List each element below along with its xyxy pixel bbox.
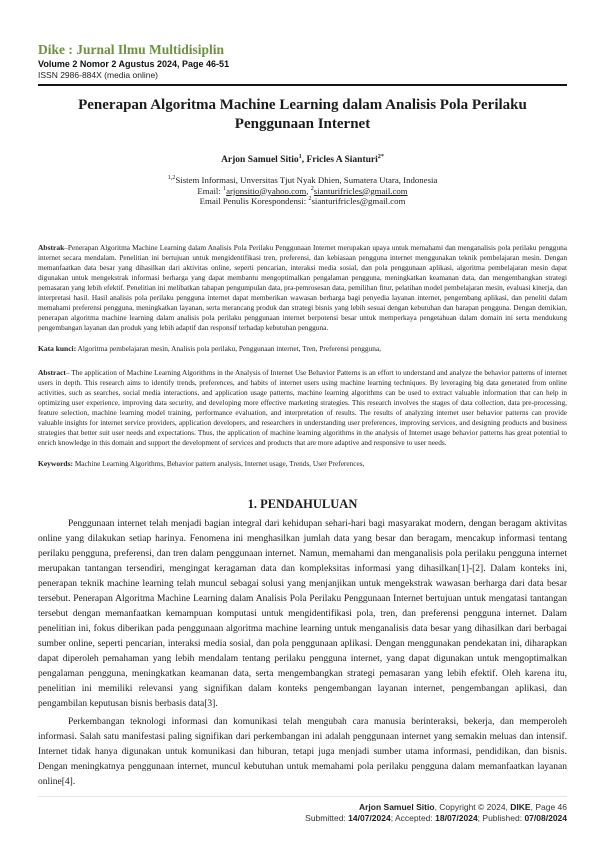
published-date: 07/08/2024: [524, 813, 567, 823]
abstrak-label: Abstrak: [38, 242, 65, 252]
page-footer: [38, 796, 567, 824]
abstrak-text: –Penerapan Algoritma Machine Learning dalam Analisis Pola Perilaku Penggunaan Internet merupakan upaya untuk memahami dan menganalisis pola perilaku pengguna internet secara mendalam. Penelitian ini bertujuan untuk mengidentifikasi tren, preferensi, dan kebiasaan pengguna internet menggunakan teknik pembelajaran mesin. Dengan memanfaatkan data besar yang dihasilkan dari aktivitas online, seperti pencarian, interaksi media sosial, dan pola penggunaan aplikasi, algoritma pembelajaran mesin dapat digunakan untuk mengekstrak informasi berharga yang dapat membantu mengoptimalkan pengalaman pengguna, meningkatkan keamanan data, dan mengembangkan strategi pemasaran yang lebih efektif. Penelitian ini melibatkan tahapan pengumpulan data, pra-pemrosesan data, pemilihan fitur, pelatihan model pembelajaran mesin, evaluasi kinerja, dan interpretasi hasil. Hasil analisis pola perilaku pengguna internet dapat memberikan wawasan berharga bagi penyedia layanan internet, pengembang aplikasi, dan peneliti dalam memahami preferensi pengguna, meningkatkan layanan, serta merancang produk dan strategi bisnis yang lebih sesuai dengan kebutuhan dan harapan pengguna. Dengan demikian, penerapan algoritma machine learning dalam analisis pola perilaku penggunaan internet berpotensi besar untuk memperkaya pengetahuan dalam domain ini serta mendukung pengembangan layanan dan produk yang lebih adaptif dan responsif terhadap kebutuhan pengguna.: [38, 242, 567, 332]
article-title: Penerapan Algoritma Machine Learning dalam Analisis Pola Perilaku Penggunaan Internet: [78, 97, 527, 132]
footer-author: Arjon Samuel Sitio: [358, 802, 435, 812]
affiliation-text: Sistem Informasi, Unversitas Tjut Nyak Dhien, Sumatera Utara, Indonesia: [175, 175, 438, 185]
author-2-sup: 2*: [377, 152, 384, 160]
email-separator: ,: [306, 185, 311, 196]
kata-kunci-label: Kata kunci:: [38, 343, 77, 353]
submitted-label: Submitted:: [305, 813, 349, 823]
email-link-1[interactable]: arjonsitio@yahoo.com: [226, 185, 307, 196]
section-heading-pendahuluan: 1. PENDAHULUAN: [247, 496, 358, 511]
email-label: Email:: [197, 185, 223, 196]
body-paragraph-1: Penggunaan internet telah menjadi bagian integral dari kehidupan sehari-hari bagi masyarakat modern, dengan beragam aktivitas online yang dilakukan setiap harinya. Fenomena ini menghasilkan jumlah data yang besar dan beragam, mencakup informasi tentang perilaku pengguna, preferensi, dan tren dalam penggunaan internet. Namun, memahami dan menganalisis pola perilaku pengguna internet merupakan tantangan tersendiri, mengingat keragaman data dan kompleksitas informasi yang dihasilkan[1]-[2]. Dalam konteks ini, penerapan teknik machine learning telah muncul sebagai solusi yang menjanjikan untuk mengekstrak wawasan berharga dari data besar tersebut. Penerapan Algoritma Machine Learning dalam Analisis Pola Perilaku Penggunaan Internet bertujuan untuk mengatasi tantangan tersebut dengan memanfaatkan kemampuan komputasi untuk mengidentifikasi pola, tren, dan preferensi pengguna internet. Dalam penelitian ini, fokus diberikan pada penggunaan algoritma machine learning untuk menganalisis data besar yang dihasilkan dari berbagai sumber online, seperti pencarian, interaksi media sosial, dan pola penggunaan aplikasi. Dengan menggunakan pendekatan ini, diharapkan dapat diperoleh pemahaman yang lebih mendalam tentang perilaku pengguna internet, yang dapat digunakan untuk mengoptimalkan pengalaman pengguna, meningkatkan keamanan data, serta mengembangkan strategi pemasaran yang lebih efektif. Oleh karena itu, penelitian ini memiliki relevansi yang signifikan dalam konteks pengembangan layanan internet, pengembangan aplikasi, dan pengambilan keputusan bisnis berbasis data[3].: [38, 518, 567, 709]
footer-copyright-text: , Copyright © 2024,: [434, 802, 511, 812]
keywords-text: Machine Learning Algorithms, Behavior pattern analysis, Internet usage, Trends, User Preferences,: [73, 458, 365, 468]
footer-copyright-line: [38, 802, 567, 813]
email-1-sup: 1: [223, 184, 227, 192]
journal-name: Dike : Jurnal Ilmu Multidisiplin: [38, 42, 225, 57]
keywords-line: [38, 459, 567, 469]
accepted-label: ; Accepted:: [390, 813, 436, 823]
kata-kunci-text: Algoritma pembelajaran mesin, Analisis pola perilaku, Penggunaan internet, Tren, Preferensi pengguna,: [76, 343, 381, 353]
affiliation-sup: 1,2: [167, 174, 176, 182]
accepted-date: 18/07/2024: [435, 813, 478, 823]
author-line: [38, 154, 567, 166]
affiliation-line: [38, 175, 567, 186]
email-line: [38, 186, 567, 197]
corresponding-email: sianturifricles@gmail.com: [311, 196, 406, 206]
kata-kunci-line: [38, 344, 567, 354]
footer-divider: [38, 796, 567, 797]
email-link-2[interactable]: sianturifricles@gmail.com: [313, 185, 408, 196]
footer-page-number: , Page 46: [530, 802, 567, 812]
corresponding-email-line: [38, 196, 567, 207]
abstract-text: – The application of Machine Learning Algorithms in the Analysis of Internet Use Behavior Patterns is an effort to understand and analyze the behavior patterns of internet users in depth. This research aims to identify trends, preferences, and habits of internet users using machine learning techniques. By leveraging big data generated from online activities, such as searches, social media interactions, and application usage patterns, machine learning algorithms can be used to extract valuable information that can help in optimizing user experience, improving data security, and developing more effective marketing strategies. This research involves the stages of data collection, data pre-processing, feature selection, machine learning model training, performance evaluation, and interpretation of results. The results of analyzing internet user behavior patterns can provide valuable insights for internet service providers, application developers, and researchers in understanding user preferences, improving services, and designing products and business strategies that better suit user needs and expectations. Thus, the application of machine learning algorithms in the analysis of Internet usage behavior patterns has great potential to enrich knowledge in this domain and support the development of services and products that are more adaptive and responsive to user needs.: [38, 367, 567, 447]
journal-header: [38, 42, 567, 86]
author-separator: ,: [301, 155, 307, 165]
abstract-english: [38, 368, 567, 448]
body-paragraph-2: Perkembangan teknologi informasi dan komunikasi telah mengubah cara manusia berinteraksi, bekerja, dan memperoleh informasi. Salah satu manifestasi paling signifikan dari perkembangan ini adalah penggunaan internet yang semakin meluas dan intensif. Internet tidak hanya digunakan untuk komunikasi dan hiburan, tetapi juga menjadi sumber utama informasi, pendidikan, dan bisnis. Dengan meningkatnya penggunaan internet, muncul kebutuhan untuk memahami pola perilaku pengguna dalam memanfaatkan layanan online[4].: [38, 716, 567, 787]
author-2-name: Fricles A Sianturi: [306, 155, 378, 165]
abstract-indonesian: [38, 243, 567, 333]
corresponding-email-sup: 2: [308, 195, 312, 203]
email-2-sup: 2: [310, 184, 314, 192]
abstract-label: Abstract: [38, 367, 66, 377]
footer-dates-line: [38, 813, 567, 824]
journal-volume-line: Volume 2 Nomor 2 Agustus 2024, Page 46-51: [38, 59, 230, 69]
header-divider: [38, 84, 567, 86]
journal-issn-line: ISSN 2986-884X (media online): [38, 70, 159, 80]
footer-journal-abbr: DIKE: [510, 802, 531, 812]
keywords-label: Keywords:: [38, 458, 73, 468]
author-1-sup: 1: [298, 152, 302, 160]
author-1-name: Arjon Samuel Sitio: [221, 155, 299, 165]
corresponding-email-label: Email Penulis Korespondensi:: [199, 196, 309, 206]
published-label: ; Published:: [477, 813, 525, 823]
submitted-date: 14/07/2024: [348, 813, 391, 823]
